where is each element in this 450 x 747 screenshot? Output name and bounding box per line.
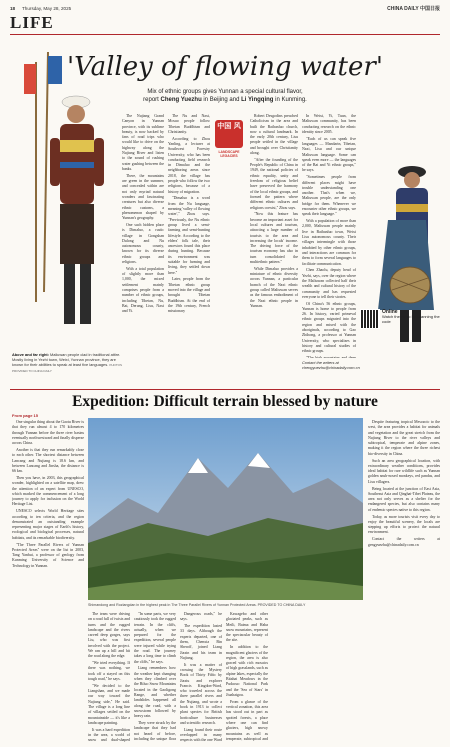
paragraph: It was a matter of crossing the Mystery Book of Thirty Fiftic by Jiaxiu and explorer Francis Kingdon-Ward, who traveled across the three parallel rivers and the Nujiang, and wrote a book in 1913 to collect plant species for British horticulture businesses and scientific research. xyxy=(180,662,222,725)
paragraph: While Dimaluo provides a miniature of ethnic diversity across Yunnan, a particular branch of the Naxi ethnic group called Maliuwan serves as the famous embodiment of the Naxi ethnic people in Yunnan. xyxy=(250,266,298,308)
paragraph: According to Zhou Yanling, a lecturer at Southwest Forestry University, who has been conducting field research in Dimaluo and the neighboring areas since 2018, the village has people who follow the two religions, because of a history of migration. xyxy=(168,136,210,194)
paragraph: Of China's 56 ethnic groups, Yunnan is home to people from 26. In history, varied primeval ethnic groups migrated into the region and mixed with the aboriginals, according to Gao Zhihong, a professor at Yunnan University, who specializes in history and cultural studies of ethnic groups. xyxy=(302,301,356,354)
logo-stamp: 中国 风 xyxy=(215,120,243,148)
paragraph: Chen Zhaolu, deputy head of Yezhi, says, over the region where the Maliuwan collected half their wealth and cultural history of the community and has requested everyone to tell their stories. xyxy=(302,268,356,299)
expedition-column-3 xyxy=(134,612,176,742)
qr-code[interactable] xyxy=(361,310,379,328)
deck-text: Mix of ethnic groups gives Yunnan a special cultural flavor, xyxy=(147,89,303,95)
section-label: LIFE xyxy=(10,13,54,32)
deck-text: in Beijing and xyxy=(201,97,242,103)
paragraph: In Weixi, Yi, Tuan, the Maliuwan community, has been conducting research on the ethnic identity since 2005. xyxy=(302,114,356,134)
paragraph: The Nujiang Grand Canyon in Yunnan province, with its sublime beauty, is now backed by fans of road trips who would like to drive on the highway along the Nujiang River and listen to the sound of rushing water gushing between the banks. xyxy=(122,114,164,171)
mountain-landscape-photo xyxy=(88,418,363,600)
paragraph: Later, people from the Tibetan ethnic group moved into the village and brought Tibetan Buddhism. At the end of the 19th century, French missionary xyxy=(168,277,210,314)
paragraph: "Dimaluo is a word from the Nu language, meaning 'valley of flowing water'," Zhou says. "Previously, the Nu ethnic group lived a semi-farming and semi-hunting lifestyle. According to the elders' folk tale, their ancestors found this place during hunting. Because its environment was suitable for farming and living, they settled down here." xyxy=(168,196,210,275)
ethnic-man-photo xyxy=(14,42,114,347)
paragraph: "Each of us can speak five languages — Mandarin, Tibetan, Naxi, Lisu and our unique Maliuwan language. Some can speak even more — the languages of the Bai and Yi ethnic groups," he says. xyxy=(302,136,356,173)
paragraph: There, the mountains are green in the summer, and concealed within are not only myriad natural wonders and fascinating creatures but also diverse ethnic customs, a phenomenon shaped by Yunnan's geography. xyxy=(122,173,164,221)
expedition-headline: Expedition: Difficult terrain blessed by nature xyxy=(72,393,378,410)
contact-block xyxy=(302,360,362,374)
masthead-brand: CHINA DAILY 中国日报 xyxy=(387,6,440,12)
deck-text: report xyxy=(143,97,161,103)
photo-caption xyxy=(12,352,122,374)
paragraph: "After the founding of the People's Republic of China in 1949, the national policies of ethnic equality, unity and freedom of religious belief have preserved the harmony of the local ethnic groups, and formed the pattern where different ethnic cultures and religions coexist," Zhou says. xyxy=(250,157,298,210)
continued-from: From page 15 xyxy=(12,413,39,418)
page-number: 18 xyxy=(10,6,16,11)
paragraph: "Now this feature has become an important asset for local cultures and tourism, attracting a large number of tourists to the area and increasing the locals' income. The driving force of the tourism economy has also in turn consolidated the multiethnic pattern." xyxy=(250,212,298,265)
paragraph: The expedition lasted 33 days. Although the experts departed, one of them, Chenxia Bin Sheroff, joined Liang Jiaxin and his team in Nujiang. xyxy=(180,624,222,660)
issue-date: Thursday, May 28, 2025 xyxy=(22,6,72,11)
paragraph: They were struck by the landscape that they had not heard of before, including the unique flora xyxy=(134,720,176,741)
article-column-4 xyxy=(302,114,356,358)
paragraph: In addition to the magnificent glaciers of the region, the area is also graced with rich mosaics of high grasslands, such as alpine lakes, especially the Bitahai Meadows in the Pudacuo National Park and the 'Sea of Stars' in Jiuzhaigou. xyxy=(226,645,268,697)
expedition-column-4 xyxy=(180,612,222,742)
paragraph: The team were driving on a road full of twists and turns and the rugged landscape and the rivers carved deep gorges, says Liu, who was first involved with the project. We ran up a hill and hit the road along the edge. xyxy=(88,612,130,659)
paragraph: Such an area geographical location, with extraordinary weather conditions, provides ideal habitat for rare wildlife such as Yunnan golden snub-nosed monkeys, red pandas, and Lisu villagers. xyxy=(368,458,440,484)
paragraph: "We decided to the Liangshan, and we made our way toward the Nujiang side," He said. The village is a long line of villages settled on the mountainside — it's like a landscape painting. xyxy=(88,683,130,725)
paragraph: Kawagebo and other glaciated peaks, such as Meili, Baima and Haba snow mountains, represent the spectacular beauty of the site. xyxy=(226,612,268,643)
article-headline: 'Valley of flowing water' xyxy=(67,52,383,82)
paragraph: Contact the writers at gengyuezhu@chinadaily.com.cn xyxy=(368,537,440,547)
qr-text: Watch the video by scanning the code xyxy=(382,313,440,324)
paragraph: With a population of more than 2,000, Maliuwan people mainly live in Baihanluo town, Weixi Lisu autonomous county. Their villages intermingle with those inhabited by other ethnic groups, and interactions are common for them to form several languages to facilitate communication. xyxy=(302,219,356,266)
section-header xyxy=(10,12,440,35)
paragraph: "The Three Parallel Rivers of Yunnan Protected Areas" were on the list in 2003, Tang Yanhui, a professor of geology from Kunming University of Science and Technology in Yunnan. xyxy=(12,542,84,568)
paragraph: With a total population of slightly more than 1,000, the mixed settlement mainly comprises people from a number of ethnic groups, including Tibetan, Nu, Bai, Derung, Lisu, Naxi and Yi. xyxy=(122,266,164,314)
expedition-column-5 xyxy=(226,612,268,742)
paragraph xyxy=(302,356,356,358)
article-column-1 xyxy=(122,114,164,358)
paragraph: The Nu and Naxi, Mosuo people follow Tibetan Buddhism and Christianity. xyxy=(168,114,210,134)
paragraph: One such hidden place is Dimaluo, a rustic village in Gongshan Dulong and Nu autonomous county, known for its diverse ethnic groups and religions. xyxy=(122,222,164,265)
paragraph: Another is that they run remarkably close to each other. The shortest distance between Lancang and Nujiang is 18.6 km, and between Lancang and Jinsha, the distance is 66 km. xyxy=(12,447,84,474)
paragraph: "Sometimes people from different places might have trouble understanding one another. That's when we, Maliuwan people, are the only bridge for them. Whenever we encounter other ethnic groups, we speak their language." xyxy=(302,175,356,217)
landscape-legacies-logo xyxy=(211,120,247,166)
article-column-2 xyxy=(168,114,210,358)
paragraph: From a glance of the vertical zonation, this area has stood out in part as spotted forests, a place where one can find glaciers, high snowy mountains as well as temperate, subtropical and xyxy=(226,699,268,741)
expedition-column-6 xyxy=(368,420,440,740)
qr-label: Online xyxy=(382,309,398,315)
caption-lead: Above and far right: xyxy=(12,352,49,357)
photo-credit: PHOTOS PROVIDED TO CHINA DAILY xyxy=(12,363,122,373)
article-column-3 xyxy=(250,114,298,358)
expedition-column-2 xyxy=(88,612,130,742)
contact-label: Contact the writers at xyxy=(302,360,339,365)
qr-caption xyxy=(382,310,440,324)
logo-label: LANDSCAPE LEGACIES xyxy=(218,150,240,158)
paragraph: Robert Desgodins preached Catholicism in the area and built the Baihanluo church, now a cultural landmark. In the early 20th century, Lisu people settled in the village and brought over Christianity along. xyxy=(250,114,298,156)
paragraph: Then you have, in 2003, this geographical wonder, highlighted on a satellite map, drew the attention of an expert from UNESCO, which marked the commencement of a long journey to apply for inclusion on the World Heritage List. xyxy=(12,475,84,507)
paragraph: Being located at the junction of East Asia, Southeast Asia and Qinghai-Tibet Plateau, the area not only serves as a shelter for the endangered species, but also contains many of endemic species native to this region. xyxy=(368,486,440,512)
byline: Li Yingqing xyxy=(241,97,274,103)
paragraph: Liang remembers how the weather kept changing when they climbed over the Biluo Snow Mountains located in the Gaoligong Range, and whether landslides happened all along the road, with a snowstorm followed by heavy rain. xyxy=(134,666,176,719)
section-divider xyxy=(10,389,440,390)
paragraph: "We tried everything. If there was nothing, we took off a stayed on this tough road," he says. xyxy=(88,661,130,682)
paragraph: Liang found their route overlapped in many respects with the one Ward xyxy=(180,727,222,742)
paragraph: Today, as more tourists visit every day to enjoy the beautiful scenery, the locals are stepping up efforts to protect the natural environment. xyxy=(368,514,440,535)
landscape-caption: Shimandong and Rozlangdan in the highest peak in The Three Parallel Rivers of Yunnan Protected Areas. PROVIDED TO CHINA DAILY xyxy=(88,603,306,607)
paragraph: Despite featuring tropical Mesozoic to the west, the area provides a habitat for animals and vegetation and the great stretch from the Nujiang River to the river valleys and subtropical, temperate and alpine zones, making it the region where the three richest bio-diversity in China. xyxy=(368,420,440,456)
article-deck xyxy=(125,88,325,104)
paragraph: "In some parts, we very cautiously took the rugged terrain. In the cliffs, actually, when we prepared for the expedition, several people were injured while trying the road. The journey takes a long time to climb the cliffs," he says. xyxy=(134,612,176,664)
expedition-column-1 xyxy=(12,420,84,740)
byline: Cheng Yuezhu xyxy=(160,97,202,103)
contact-email: chengyuezhu@chinadaily.com.cn xyxy=(302,365,360,371)
caption-text: Maliuwan people clad in traditional attire. Mostly living in Yezhi town, Weixi, Yunnan province, they are known for their abilities to speak at least five languages. xyxy=(12,352,121,367)
paragraph: One singular thing about the Gaotu River is that they run almost 4 to 170 kilometres through Yunnan before the three river basins eventually northwestward and finally disperse across China. xyxy=(12,420,84,446)
paragraph: UNESCO selects World Heritage sites according to ten criteria, and the region demonstrated an outstanding example representing major stages of Earth's history, ecological and biological processes, natural habitats, and its remarkable biodiversity. xyxy=(12,509,84,540)
paragraph: It was a hard expedition in the area, a world of snow and dual-shaped xyxy=(88,727,130,742)
deck-text: in Kunming. xyxy=(273,97,307,103)
paragraph: Dangerous roads," he says. xyxy=(180,612,222,622)
